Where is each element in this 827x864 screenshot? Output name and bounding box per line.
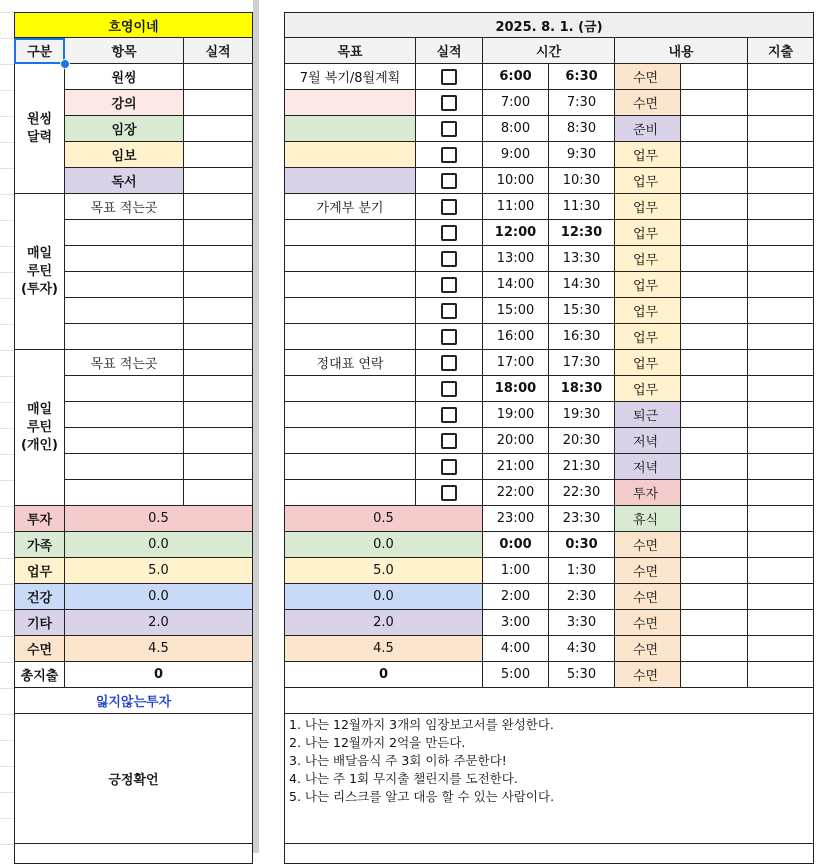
spend-cell[interactable] (748, 532, 814, 558)
goal-cell[interactable] (284, 298, 416, 324)
content-extra[interactable] (681, 480, 748, 506)
content-extra[interactable] (681, 116, 748, 142)
content-extra[interactable] (681, 558, 748, 584)
affirmation-label[interactable]: 긍정확언 (14, 714, 253, 844)
total-value[interactable]: 0.0 (284, 532, 483, 558)
routine-result[interactable] (184, 324, 253, 350)
total-value[interactable]: 0.5 (284, 506, 483, 532)
one-thing-result[interactable] (184, 64, 253, 90)
gridline (0, 792, 14, 793)
content-extra[interactable] (681, 246, 748, 272)
content-extra[interactable] (681, 168, 748, 194)
result-checkbox-cell[interactable] (416, 376, 483, 402)
one-thing-result[interactable] (184, 142, 253, 168)
header-result[interactable]: 실적 (416, 38, 483, 64)
routine-item[interactable] (65, 480, 184, 506)
gridline (0, 740, 14, 741)
content-cell[interactable]: 업무 (615, 298, 681, 324)
checkbox[interactable] (441, 121, 457, 137)
checkbox[interactable] (441, 459, 457, 475)
content-cell[interactable]: 준비 (615, 116, 681, 142)
routine-result[interactable] (184, 220, 253, 246)
content-cell[interactable]: 업무 (615, 246, 681, 272)
routine-item[interactable] (65, 246, 184, 272)
content-extra[interactable] (681, 194, 748, 220)
content-extra[interactable] (681, 402, 748, 428)
time-start[interactable]: 5:00 (483, 662, 549, 688)
time-start[interactable]: 2:00 (483, 584, 549, 610)
goal-cell[interactable] (284, 116, 416, 142)
time-end[interactable]: 6:30 (549, 64, 615, 90)
result-checkbox-cell[interactable] (416, 272, 483, 298)
section-routine-personal[interactable]: 매일 루틴 (개인) (14, 350, 65, 506)
time-end[interactable]: 2:30 (549, 584, 615, 610)
affirmation-item: 3. 나는 배달음식 주 3회 이하 주문한다! (289, 753, 507, 768)
gridline (0, 38, 14, 39)
checkbox[interactable] (441, 225, 457, 241)
routine-item[interactable] (65, 272, 184, 298)
time-end[interactable]: 3:30 (549, 610, 615, 636)
spend-cell[interactable] (748, 220, 814, 246)
time-start[interactable]: 21:00 (483, 454, 549, 480)
one-thing-item[interactable]: 임장 (65, 116, 184, 142)
gridline (0, 766, 14, 767)
empty-row[interactable] (284, 688, 814, 714)
content-extra[interactable] (681, 142, 748, 168)
spend-cell[interactable] (748, 376, 814, 402)
time-end[interactable]: 16:30 (549, 324, 615, 350)
time-start[interactable]: 11:00 (483, 194, 549, 220)
gridline (0, 168, 14, 169)
one-thing-item[interactable]: 강의 (65, 90, 184, 116)
gridline (0, 220, 14, 221)
gridline (0, 480, 14, 481)
routine-result[interactable] (184, 246, 253, 272)
time-start[interactable]: 23:00 (483, 506, 549, 532)
time-end[interactable]: 15:30 (549, 298, 615, 324)
result-checkbox-cell[interactable] (416, 402, 483, 428)
content-extra[interactable] (681, 662, 748, 688)
gridline (0, 12, 14, 13)
total-value[interactable]: 0.0 (65, 584, 253, 610)
content-extra[interactable] (681, 532, 748, 558)
time-end[interactable]: 13:30 (549, 246, 615, 272)
spend-cell[interactable] (748, 272, 814, 298)
time-end[interactable]: 19:30 (549, 402, 615, 428)
gridline (0, 402, 14, 403)
affirmation-list[interactable] (284, 714, 814, 844)
gridline (0, 142, 14, 143)
time-start[interactable]: 7:00 (483, 90, 549, 116)
result-checkbox-cell[interactable] (416, 428, 483, 454)
spend-cell[interactable] (748, 298, 814, 324)
header-time[interactable]: 시간 (483, 38, 615, 64)
time-start[interactable]: 22:00 (483, 480, 549, 506)
spend-cell[interactable] (748, 142, 814, 168)
total-value[interactable]: 0.5 (65, 506, 253, 532)
result-checkbox-cell[interactable] (416, 350, 483, 376)
gridline (0, 688, 14, 689)
gridline (0, 428, 14, 429)
time-start[interactable]: 16:00 (483, 324, 549, 350)
time-end[interactable]: 8:30 (549, 116, 615, 142)
gridline (0, 298, 14, 299)
time-start[interactable]: 3:00 (483, 610, 549, 636)
section-one-thing[interactable]: 원씽 달력 (14, 64, 65, 194)
header-goal[interactable]: 목표 (284, 38, 416, 64)
content-cell[interactable]: 수면 (615, 90, 681, 116)
goal-cell[interactable] (284, 454, 416, 480)
content-extra[interactable] (681, 454, 748, 480)
gridline (0, 272, 14, 273)
one-thing-result[interactable] (184, 116, 253, 142)
total-spend-value[interactable]: 0 (284, 662, 483, 688)
routine-result[interactable] (184, 272, 253, 298)
gridline (0, 454, 14, 455)
empty-row[interactable] (14, 844, 253, 864)
goal-cell[interactable] (284, 142, 416, 168)
goal-cell[interactable] (284, 402, 416, 428)
time-start[interactable]: 9:00 (483, 142, 549, 168)
spend-cell[interactable] (748, 402, 814, 428)
content-cell[interactable]: 업무 (615, 142, 681, 168)
total-value[interactable]: 0.0 (284, 584, 483, 610)
slogan[interactable]: 잃지않는투자 (14, 688, 253, 714)
checkbox[interactable] (441, 95, 457, 111)
total-label[interactable]: 업무 (14, 558, 65, 584)
content-cell[interactable]: 퇴근 (615, 402, 681, 428)
result-checkbox-cell[interactable] (416, 116, 483, 142)
sheet-title[interactable]: 흐영이네 (14, 12, 253, 38)
time-start[interactable]: 19:00 (483, 402, 549, 428)
spend-cell[interactable] (748, 480, 814, 506)
time-start[interactable]: 14:00 (483, 272, 549, 298)
content-cell[interactable]: 수면 (615, 558, 681, 584)
gridline (0, 610, 14, 611)
checkbox[interactable] (441, 407, 457, 423)
one-thing-result[interactable] (184, 168, 253, 194)
result-checkbox-cell[interactable] (416, 454, 483, 480)
spend-cell[interactable] (748, 584, 814, 610)
spend-cell[interactable] (748, 116, 814, 142)
content-extra[interactable] (681, 636, 748, 662)
header-result[interactable]: 실적 (184, 38, 253, 64)
header-content[interactable]: 내용 (615, 38, 748, 64)
total-value[interactable]: 2.0 (65, 610, 253, 636)
time-end[interactable]: 14:30 (549, 272, 615, 298)
gridline (0, 246, 14, 247)
content-cell[interactable]: 수면 (615, 610, 681, 636)
header-category[interactable]: 구분 (14, 38, 65, 64)
gridline (0, 376, 14, 377)
gridline (0, 350, 14, 351)
content-extra[interactable] (681, 298, 748, 324)
empty-row[interactable] (284, 844, 814, 864)
spend-cell[interactable] (748, 636, 814, 662)
content-cell[interactable]: 저녁 (615, 428, 681, 454)
content-cell[interactable]: 업무 (615, 168, 681, 194)
content-extra[interactable] (681, 220, 748, 246)
goal-cell[interactable]: 가계부 분기 (284, 194, 416, 220)
result-checkbox-cell[interactable] (416, 64, 483, 90)
total-spend-label[interactable]: 총지출 (14, 662, 65, 688)
checkbox[interactable] (441, 381, 457, 397)
total-value[interactable]: 0.0 (65, 532, 253, 558)
routine-result[interactable] (184, 376, 253, 402)
total-label[interactable]: 수면 (14, 636, 65, 662)
goal-cell[interactable] (284, 324, 416, 350)
spend-cell[interactable] (748, 662, 814, 688)
gridline (0, 64, 14, 65)
routine-result[interactable] (184, 480, 253, 506)
time-start[interactable]: 8:00 (483, 116, 549, 142)
spend-cell[interactable] (748, 324, 814, 350)
checkbox[interactable] (441, 485, 457, 501)
time-end[interactable]: 22:30 (549, 480, 615, 506)
time-end[interactable]: 18:30 (549, 376, 615, 402)
routine-item[interactable] (65, 402, 184, 428)
content-cell[interactable]: 업무 (615, 376, 681, 402)
result-checkbox-cell[interactable] (416, 246, 483, 272)
content-cell[interactable]: 업무 (615, 350, 681, 376)
goal-cell[interactable] (284, 246, 416, 272)
gridline (0, 584, 14, 585)
content-extra[interactable] (681, 428, 748, 454)
time-end[interactable]: 11:30 (549, 194, 615, 220)
gridline (0, 844, 14, 845)
row-gutter (0, 0, 14, 853)
result-checkbox-cell[interactable] (416, 298, 483, 324)
routine-item[interactable] (65, 324, 184, 350)
checkbox[interactable] (441, 277, 457, 293)
checkbox[interactable] (441, 433, 457, 449)
total-value[interactable]: 4.5 (284, 636, 483, 662)
goal-cell[interactable] (284, 90, 416, 116)
time-start[interactable]: 0:00 (483, 532, 549, 558)
checkbox[interactable] (441, 69, 457, 85)
result-checkbox-cell[interactable] (416, 480, 483, 506)
header-item[interactable]: 항목 (65, 38, 184, 64)
routine-item[interactable] (65, 376, 184, 402)
spend-cell[interactable] (748, 610, 814, 636)
content-extra[interactable] (681, 584, 748, 610)
content-cell[interactable]: 업무 (615, 220, 681, 246)
gridline (0, 116, 14, 117)
result-checkbox-cell[interactable] (416, 90, 483, 116)
gridline (0, 532, 14, 533)
goal-cell[interactable] (284, 168, 416, 194)
time-start[interactable]: 1:00 (483, 558, 549, 584)
one-thing-item[interactable]: 원씽 (65, 64, 184, 90)
affirmation-item: 1. 나는 12월까지 3개의 임장보고서를 완성한다. (289, 717, 554, 732)
checkbox[interactable] (441, 173, 457, 189)
routine-item[interactable] (65, 298, 184, 324)
content-extra[interactable] (681, 610, 748, 636)
content-cell[interactable]: 수면 (615, 662, 681, 688)
spend-cell[interactable] (748, 350, 814, 376)
checkbox[interactable] (441, 199, 457, 215)
time-end[interactable]: 7:30 (549, 90, 615, 116)
time-end[interactable]: 9:30 (549, 142, 615, 168)
frozen-pane-divider[interactable] (253, 0, 259, 853)
routine-item[interactable] (65, 454, 184, 480)
total-value[interactable]: 2.0 (284, 610, 483, 636)
spend-cell[interactable] (748, 506, 814, 532)
result-checkbox-cell[interactable] (416, 220, 483, 246)
gridline (0, 558, 14, 559)
time-end[interactable]: 12:30 (549, 220, 615, 246)
spend-cell[interactable] (748, 194, 814, 220)
routine-item[interactable] (65, 220, 184, 246)
affirmation-item: 5. 나는 리스크를 알고 대응 할 수 있는 사람이다. (289, 789, 555, 804)
content-cell[interactable]: 수면 (615, 584, 681, 610)
goal-cell[interactable]: 정대표 연락 (284, 350, 416, 376)
time-end[interactable]: 0:30 (549, 532, 615, 558)
content-extra[interactable] (681, 272, 748, 298)
spend-cell[interactable] (748, 428, 814, 454)
content-cell[interactable]: 수면 (615, 64, 681, 90)
result-checkbox-cell[interactable] (416, 194, 483, 220)
total-label[interactable]: 기타 (14, 610, 65, 636)
time-end[interactable]: 21:30 (549, 454, 615, 480)
routine-item[interactable]: 목표 적는곳 (65, 194, 184, 220)
time-start[interactable]: 12:00 (483, 220, 549, 246)
checkbox[interactable] (441, 303, 457, 319)
selection-handle[interactable] (60, 59, 70, 69)
gridline (0, 90, 14, 91)
content-cell[interactable]: 업무 (615, 194, 681, 220)
routine-result[interactable] (184, 402, 253, 428)
header-spend[interactable]: 지출 (748, 38, 814, 64)
content-extra[interactable] (681, 506, 748, 532)
gridline (0, 714, 14, 715)
time-end[interactable]: 20:30 (549, 428, 615, 454)
gridline (0, 662, 14, 663)
routine-item[interactable]: 목표 적는곳 (65, 350, 184, 376)
gridline (0, 194, 14, 195)
content-cell[interactable]: 저녁 (615, 454, 681, 480)
content-cell[interactable]: 수면 (615, 532, 681, 558)
spend-cell[interactable] (748, 558, 814, 584)
time-end[interactable]: 1:30 (549, 558, 615, 584)
goal-cell[interactable] (284, 272, 416, 298)
routine-result[interactable] (184, 454, 253, 480)
gridline (0, 818, 14, 819)
result-checkbox-cell[interactable] (416, 324, 483, 350)
spend-cell[interactable] (748, 246, 814, 272)
goal-cell[interactable] (284, 480, 416, 506)
total-value[interactable]: 5.0 (65, 558, 253, 584)
time-start[interactable]: 13:00 (483, 246, 549, 272)
one-thing-item[interactable]: 독서 (65, 168, 184, 194)
spend-cell[interactable] (748, 454, 814, 480)
affirmation-item: 4. 나는 주 1회 무지출 챌린지를 도전한다. (289, 771, 518, 786)
total-label[interactable]: 가족 (14, 532, 65, 558)
section-routine-invest[interactable]: 매일 루틴 (투자) (14, 194, 65, 350)
time-end[interactable]: 23:30 (549, 506, 615, 532)
time-end[interactable]: 10:30 (549, 168, 615, 194)
total-label[interactable]: 투자 (14, 506, 65, 532)
total-value[interactable]: 4.5 (65, 636, 253, 662)
checkbox[interactable] (441, 355, 457, 371)
goal-cell[interactable]: 7월 복기/8월계획 (284, 64, 416, 90)
one-thing-result[interactable] (184, 90, 253, 116)
time-start[interactable]: 17:00 (483, 350, 549, 376)
one-thing-item[interactable]: 임보 (65, 142, 184, 168)
content-extra[interactable] (681, 324, 748, 350)
time-start[interactable]: 15:00 (483, 298, 549, 324)
gridline (0, 324, 14, 325)
routine-item[interactable] (65, 428, 184, 454)
gridline (0, 506, 14, 507)
result-checkbox-cell[interactable] (416, 142, 483, 168)
content-extra[interactable] (681, 376, 748, 402)
affirmation-item: 2. 나는 12월까지 2억을 만든다. (289, 735, 466, 750)
total-value[interactable]: 5.0 (284, 558, 483, 584)
content-cell[interactable]: 업무 (615, 272, 681, 298)
goal-cell[interactable] (284, 428, 416, 454)
content-extra[interactable] (681, 90, 748, 116)
spend-cell[interactable] (748, 64, 814, 90)
routine-result[interactable] (184, 194, 253, 220)
total-spend-value[interactable]: 0 (65, 662, 253, 688)
content-extra[interactable] (681, 64, 748, 90)
time-end[interactable]: 4:30 (549, 636, 615, 662)
goal-cell[interactable] (284, 220, 416, 246)
date-header[interactable]: 2025. 8. 1. (금) (284, 12, 814, 38)
gridline (0, 636, 14, 637)
result-checkbox-cell[interactable] (416, 168, 483, 194)
spend-cell[interactable] (748, 168, 814, 194)
time-start[interactable]: 10:00 (483, 168, 549, 194)
content-cell[interactable]: 투자 (615, 480, 681, 506)
time-start[interactable]: 20:00 (483, 428, 549, 454)
time-end[interactable]: 5:30 (549, 662, 615, 688)
time-end[interactable]: 17:30 (549, 350, 615, 376)
checkbox[interactable] (441, 329, 457, 345)
spend-cell[interactable] (748, 90, 814, 116)
routine-result[interactable] (184, 428, 253, 454)
time-start[interactable]: 4:00 (483, 636, 549, 662)
goal-cell[interactable] (284, 376, 416, 402)
content-cell[interactable]: 업무 (615, 324, 681, 350)
content-cell[interactable]: 수면 (615, 636, 681, 662)
time-start[interactable]: 6:00 (483, 64, 549, 90)
content-extra[interactable] (681, 350, 748, 376)
total-label[interactable]: 건강 (14, 584, 65, 610)
time-start[interactable]: 18:00 (483, 376, 549, 402)
checkbox[interactable] (441, 147, 457, 163)
routine-result[interactable] (184, 298, 253, 324)
content-cell[interactable]: 휴식 (615, 506, 681, 532)
checkbox[interactable] (441, 251, 457, 267)
routine-result[interactable] (184, 350, 253, 376)
